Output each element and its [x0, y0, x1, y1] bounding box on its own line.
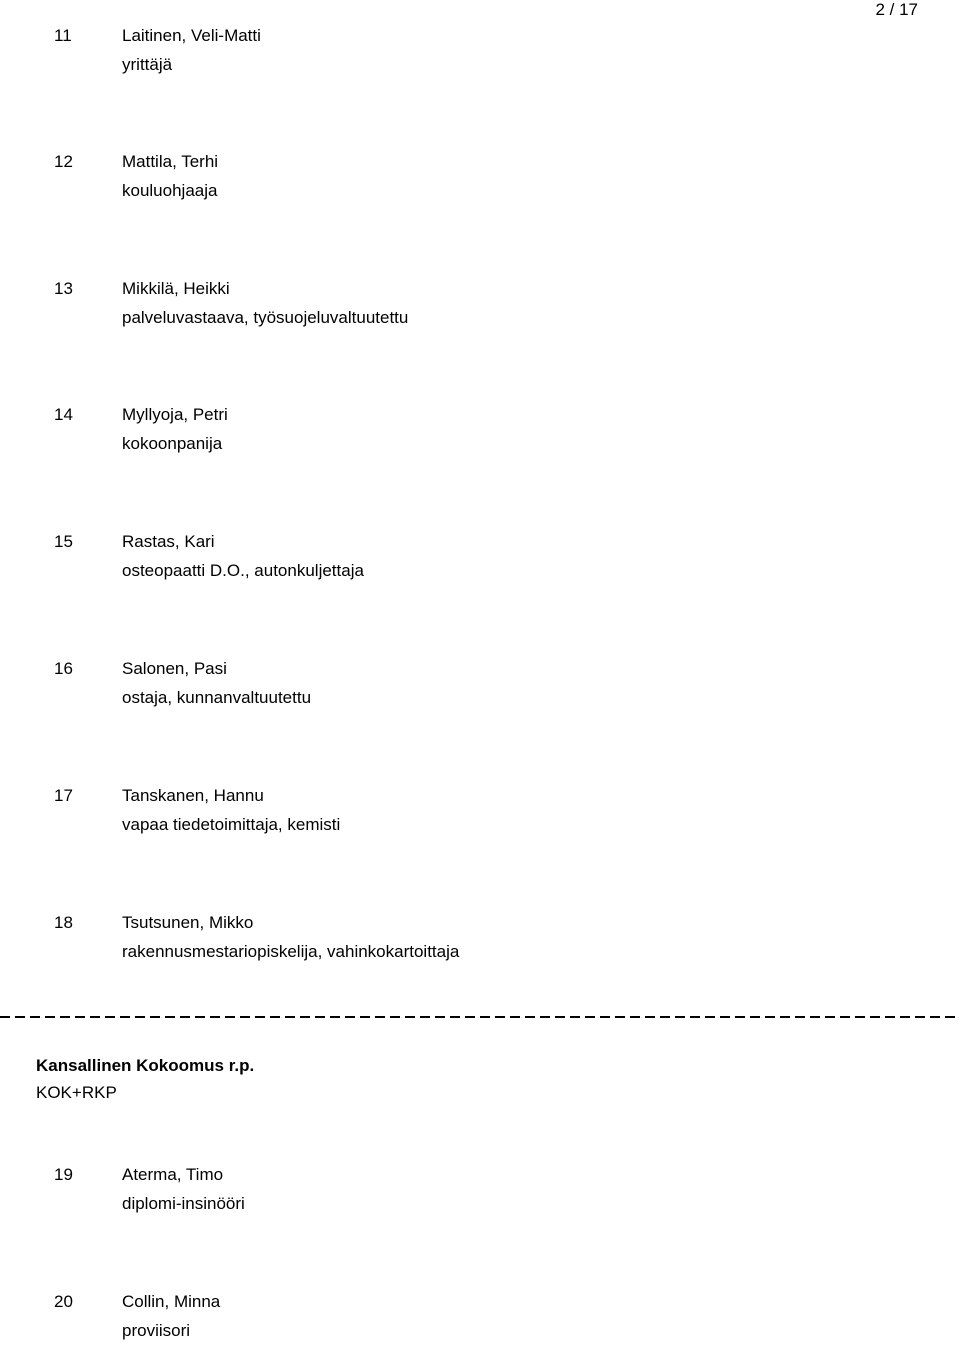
candidate-entry: [54, 1165, 914, 1225]
candidate-occupation: proviisori: [122, 1321, 191, 1340]
candidate-number: 12: [54, 152, 73, 171]
candidate-number: 14: [54, 405, 73, 424]
candidate-entry: [54, 152, 914, 212]
candidate-name: Rastas, Kari: [122, 532, 215, 551]
candidate-number: 11: [54, 26, 72, 45]
candidate-number: 16: [54, 659, 73, 678]
candidate-number: 17: [54, 786, 73, 805]
candidate-occupation: vapaa tiedetoimittaja, kemisti: [122, 815, 341, 834]
candidate-entry: [54, 532, 914, 592]
candidate-number: 13: [54, 279, 73, 298]
candidate-name: Mikkilä, Heikki: [122, 279, 230, 298]
page-number: 2 / 17: [875, 0, 918, 19]
candidate-name: Collin, Minna: [122, 1292, 221, 1311]
party-name: Kansallinen Kokoomus r.p.: [36, 1056, 255, 1075]
candidate-entry: [54, 1292, 914, 1352]
candidate-number: 19: [54, 1165, 73, 1184]
candidate-occupation: diplomi-insinööri: [122, 1194, 245, 1213]
party-abbreviation: KOK+RKP: [36, 1083, 117, 1102]
candidate-entry: [54, 26, 914, 86]
candidate-occupation: palveluvastaava, työsuojeluvaltuutettu: [122, 308, 409, 327]
candidate-name: Tanskanen, Hannu: [122, 786, 264, 805]
candidate-name: Aterma, Timo: [122, 1165, 224, 1184]
candidate-name: Myllyoja, Petri: [122, 405, 228, 424]
candidate-name: Laitinen, Veli-Matti: [122, 26, 261, 45]
candidate-number: 15: [54, 532, 73, 551]
candidate-occupation: rakennusmestariopiskelija, vahinkokartoittaja: [122, 942, 460, 961]
candidate-name: Salonen, Pasi: [122, 659, 227, 678]
party-separator: [0, 1016, 960, 1018]
candidate-name: Tsutsunen, Mikko: [122, 913, 254, 932]
candidate-entry: [54, 786, 914, 846]
candidate-occupation: ostaja, kunnanvaltuutettu: [122, 688, 312, 707]
candidate-entry: [54, 913, 914, 973]
candidate-occupation: kokoonpanija: [122, 434, 223, 453]
candidate-entry: [54, 659, 914, 719]
candidate-occupation: kouluohjaaja: [122, 181, 218, 200]
candidate-number: 20: [54, 1292, 73, 1311]
candidate-entry: [54, 279, 914, 339]
candidate-name: Mattila, Terhi: [122, 152, 219, 171]
candidate-entry: [54, 405, 914, 465]
candidate-occupation: yrittäjä: [122, 55, 173, 74]
candidate-number: 18: [54, 913, 73, 932]
candidate-occupation: osteopaatti D.O., autonkuljettaja: [122, 561, 364, 580]
